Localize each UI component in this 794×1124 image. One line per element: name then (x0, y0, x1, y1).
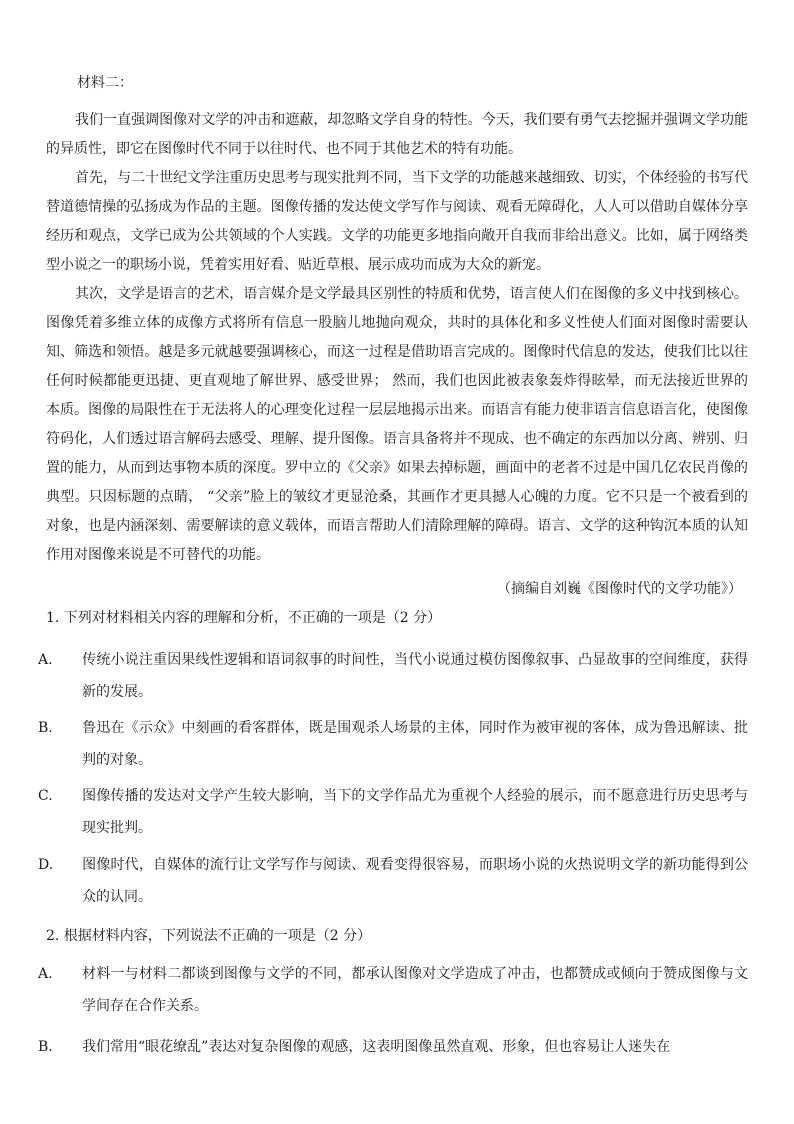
option-letter: C. (38, 788, 53, 804)
option-text: 我们常用“眼花缭乱”表达对复杂图像的观感，这表明图像虽然直观、形象，但也容易让人迷失在 (82, 1039, 671, 1055)
question-2-stem: 2. 根据材料内容，下列说法不正确的一项是（2 分） (46, 928, 372, 944)
option-letter: B. (38, 720, 53, 736)
question-2-option-b (38, 1031, 748, 1063)
question-1-option-a (38, 644, 748, 708)
question-2-option-a (38, 958, 748, 1022)
material-paragraph-3: 其次，文学是语言的艺术，语言媒介是文学最具区别性的特质和优势，语言使人们在图像的多义中找到核心。图像凭着多维立体的成像方式将所有信息一股脑儿地抛向观众，共时的具体化和多义性使人们面对图像时需要认知、筛选和领悟。越是多元就越要强调核心，而这一过程是借助语言完成的。图像时代信息的发达，使我们比以往任何时候都能更迅捷、更直观地了解世界、感受世界； 然而，我们也因此被表象轰炸得眩晕，而无法接近世界的本质。图像的局限性在于无法将人的心理变化过程一层层地揭示出来。而语言有能力使非语言信息语言化，使图像符码化，人们透过语言解码去感受、理解、提升图像。语言具备将并不现成、也不确定的东西加以分离、辨别、归置的能力，从而到达事物本质的深度。罗中立的《父亲》如果去掉标题，画面中的老者不过是中国几亿农民肖像的典型。只因标题的点睛， “父亲”脸上的皱纹才更显沧桑，其画作才更具撼人心魄的力度。它不只是一个被看到的对象，也是内涵深刻、需要解读的意义载体，而语言帮助人们清除理解的障碍。语言、文学的这种钩沉本质的认知作用对图像来说是不可替代的功能。 (46, 286, 748, 563)
question-1-option-d (38, 849, 748, 913)
option-text: 材料一与材料二都谈到图像与文学的不同，都承认图像对文学造成了冲击，也都赞成或倾向于赞成图像与文学间存在合作关系。 (82, 966, 748, 1014)
material-label: 材料二： (77, 75, 133, 91)
source-citation: （摘编自刘巍《图像时代的文学功能》） (497, 581, 742, 597)
question-1-option-c (38, 780, 748, 844)
material-paragraph-1: 我们一直强调图像对文学的冲击和遮蔽，却忽略文学自身的特性。今天，我们要有勇气去挖掘并强调文学功能的异质性，即它在图像时代不同于以往时代、也不同于其他艺术的特有功能。 (46, 112, 748, 157)
option-letter: D. (38, 857, 54, 873)
question-1-option-b (38, 712, 748, 776)
material-paragraph-2: 首先，与二十世纪文学注重历史思考与现实批判不同，当下文学的功能越来越细致、切实，个体经验的书写代替道德情操的弘扬成为作品的主题。图像传播的发达使文学写作与阅读、观看无障碍化，人人可以借助自媒体分享经历和观点，文学已成为公共领域的个人实践。文学的功能更多地指向敞开自我而非给出意义。比如，属于网络类型小说之一的职场小说，凭着实用好看、贴近草根、展示成功而成为大众的新宠。 (46, 170, 748, 273)
question-1-stem: 1. 下列对材料相关内容的理解和分析，不正确的一项是（2 分） (46, 610, 442, 626)
option-letter: B. (38, 1039, 53, 1055)
option-text: 传统小说注重因果线性逻辑和语词叙事的时间性，当代小说通过模仿图像叙事、凸显故事的空间维度，获得新的发展。 (82, 652, 748, 700)
option-text: 图像时代，自媒体的流行让文学写作与阅读、观看变得很容易，而职场小说的火热说明文学的新功能得到公众的认同。 (82, 857, 748, 905)
option-letter: A. (38, 652, 53, 668)
option-letter: A. (38, 966, 53, 982)
option-text: 图像传播的发达对文学产生较大影响，当下的文学作品尤为重视个人经验的展示，而不愿意进行历史思考与现实批判。 (82, 788, 748, 836)
option-text: 鲁迅在《示众》中刻画的看客群体，既是围观杀人场景的主体，同时作为被审视的客体，成为鲁迅解读、批判的对象。 (82, 720, 748, 768)
